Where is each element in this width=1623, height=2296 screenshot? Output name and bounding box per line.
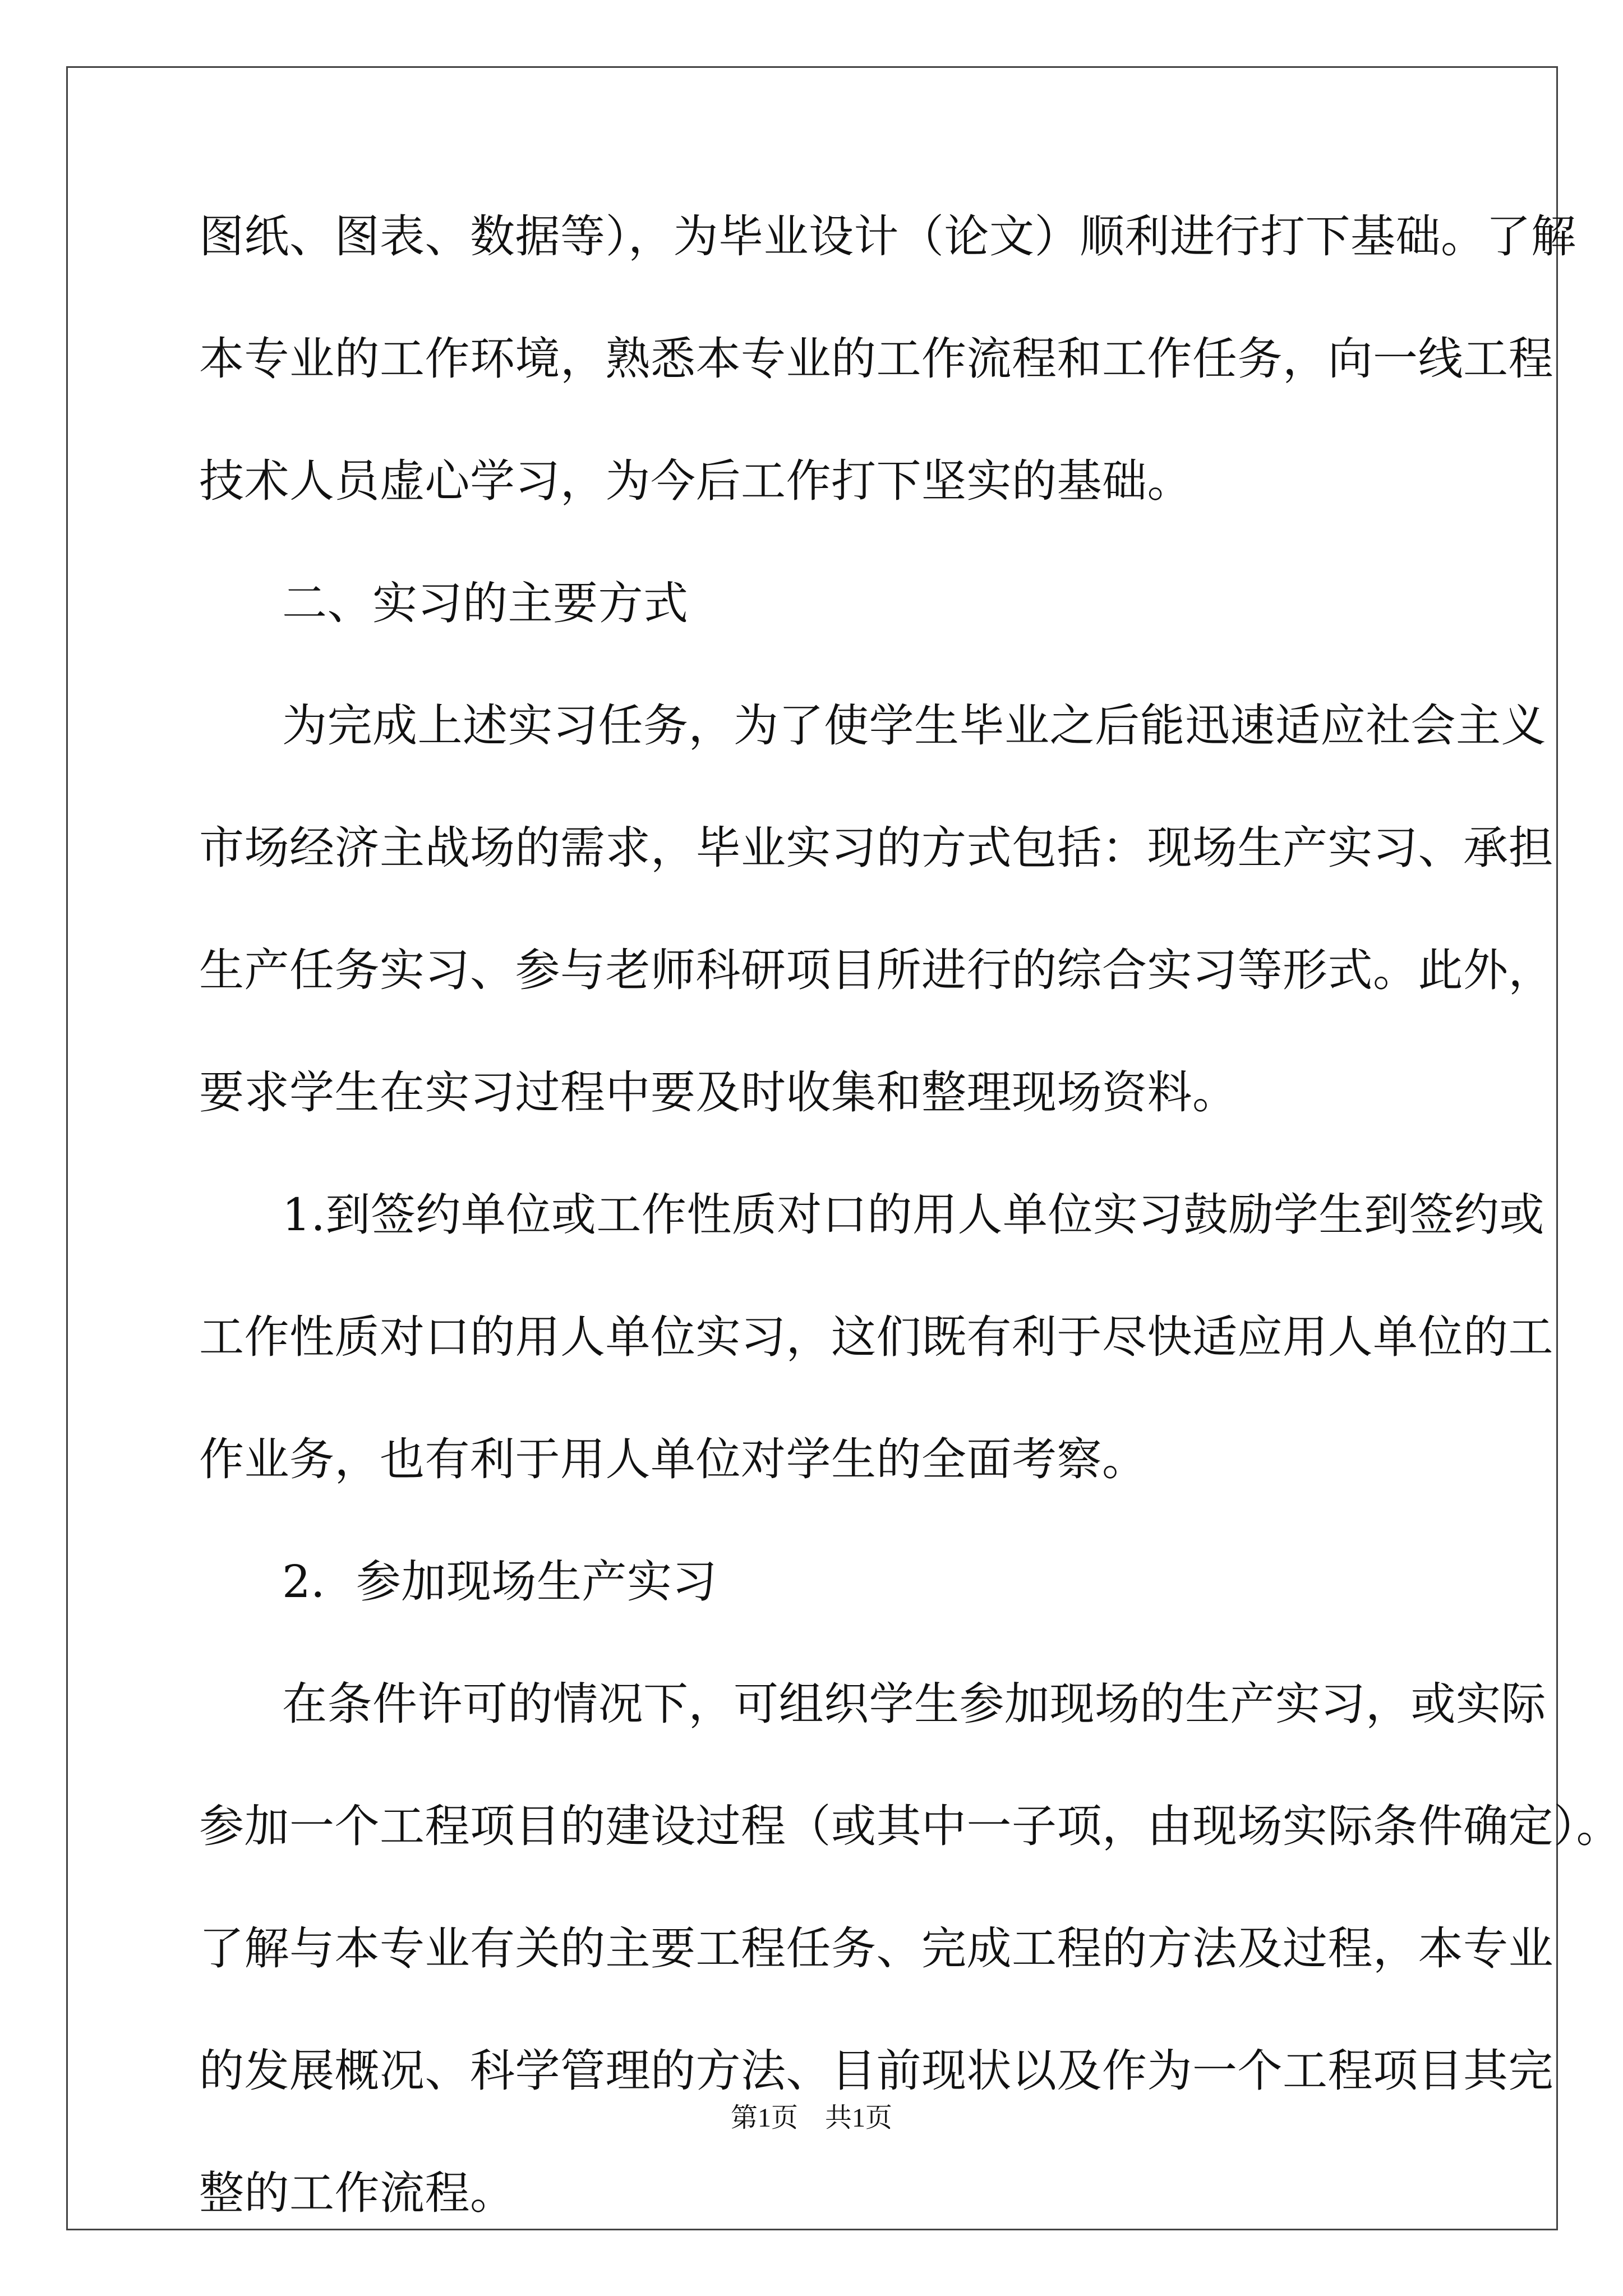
paragraph-line: 的发展概况、科学管理的方法、目前现状以及作为一个工程项目其完 [199,2045,1553,2097]
page-footer: 第1页 共1页 [730,2103,892,2133]
paragraph-line: 要求学生在实习过程中要及时收集和整理现场资料。 [199,1066,1238,1119]
paragraph-line: 整的工作流程。 [199,2167,515,2219]
paragraph-line: 技术人员虚心学习，为今后工作打下坚实的基础。 [199,455,1192,507]
section-heading: 2．参加现场生产实习 [282,1556,717,1608]
page-border [66,66,1558,2230]
paragraph-line: 本专业的工作环境，熟悉本专业的工作流程和工作任务，向一线工程 [199,333,1553,385]
paragraph-line: 图纸、图表、数据等），为毕业设计（论文）顺利进行打下基础。了解 [199,210,1576,263]
paragraph-line: 作业务，也有利于用人单位对学生的全面考察。 [199,1433,1147,1485]
paragraph-line: 1.到签约单位或工作性质对口的用人单位实习鼓励学生到签约或 [282,1189,1544,1241]
paragraph-line: 生产任务实习、参与老师科研项目所进行的综合实习等形式。此外， [199,944,1553,996]
paragraph-line: 参加一个工程项目的建设过程（或其中一子项，由现场实际条件确定）。 [199,1800,1621,1852]
paragraph-line: 工作性质对口的用人单位实习，这们既有利于尽快适应用人单位的工 [199,1311,1553,1363]
paragraph-line: 市场经济主战场的需求，毕业实习的方式包括：现场生产实习、承担 [199,822,1553,874]
paragraph-line: 在条件许可的情况下，可组织学生参加现场的生产实习，或实际 [282,1678,1546,1730]
paragraph-line: 了解与本专业有关的主要工程任务、完成工程的方法及过程，本专业 [199,1922,1553,1975]
section-heading: 二、实习的主要方式 [282,577,689,629]
paragraph-line: 为完成上述实习任务，为了使学生毕业之后能迅速适应社会主义 [282,700,1546,752]
